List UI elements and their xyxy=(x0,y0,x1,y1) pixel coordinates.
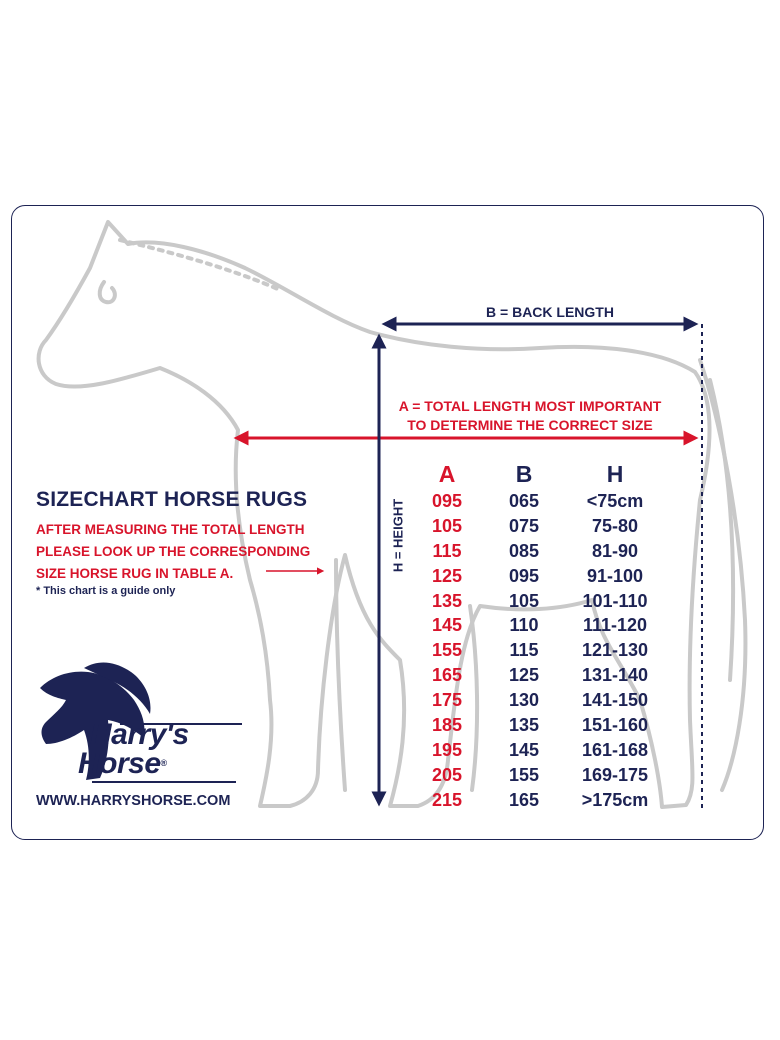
table-row xyxy=(411,514,665,539)
website-url: WWW.HARRYSHORSE.COM xyxy=(36,793,231,809)
cell-back-length: 155 xyxy=(508,764,540,785)
table-row xyxy=(411,688,665,713)
size-table xyxy=(411,459,665,813)
instruction-line: SIZE HORSE RUG IN TABLE A. xyxy=(36,566,234,581)
brand-name-line1: Harry's xyxy=(90,718,189,751)
cell-total-length: 095 xyxy=(431,490,463,511)
table-row xyxy=(411,738,665,763)
cell-total-length: 155 xyxy=(431,640,463,661)
page-title: SIZECHART HORSE RUGS xyxy=(36,488,308,511)
height-label: H = HEIGHT xyxy=(390,498,406,573)
instruction-line: PLEASE LOOK UP THE CORRESPONDING xyxy=(36,544,311,559)
table-row xyxy=(411,763,665,788)
cell-height: 121-130 xyxy=(581,640,649,661)
cell-height: 161-168 xyxy=(581,739,649,760)
instructions xyxy=(36,519,310,585)
cell-height: 111-120 xyxy=(582,615,648,636)
table-row xyxy=(411,589,665,614)
cell-total-length: 205 xyxy=(431,764,463,785)
cell-total-length: 115 xyxy=(432,540,462,561)
brand-logo xyxy=(78,720,189,778)
cell-back-length: 130 xyxy=(508,690,540,711)
cell-back-length: 075 xyxy=(508,515,540,536)
cell-back-length: 110 xyxy=(509,615,539,636)
table-row xyxy=(411,613,665,638)
cell-height: <75cm xyxy=(586,490,644,511)
table-row xyxy=(411,663,665,688)
cell-height: 81-90 xyxy=(591,540,639,561)
cell-back-length: 165 xyxy=(508,789,540,810)
cell-height: 91-100 xyxy=(586,565,644,586)
cell-height: 141-150 xyxy=(581,690,649,711)
cell-back-length: 145 xyxy=(508,739,540,760)
table-row xyxy=(411,489,665,514)
table-row xyxy=(411,638,665,663)
table-header-row xyxy=(411,459,665,489)
cell-total-length: 185 xyxy=(431,714,463,735)
cell-back-length: 085 xyxy=(508,540,540,561)
cell-total-length: 145 xyxy=(431,615,463,636)
back-length-label: B = BACK LENGTH xyxy=(486,304,614,320)
cell-height: 131-140 xyxy=(581,665,649,686)
table-row xyxy=(411,539,665,564)
registered-mark: ® xyxy=(160,758,167,768)
cell-total-length: 135 xyxy=(431,590,463,611)
guide-note: * This chart is a guide only xyxy=(36,585,176,597)
cell-height: 151-160 xyxy=(581,714,649,735)
cell-total-length: 195 xyxy=(431,739,463,760)
cell-back-length: 115 xyxy=(509,640,539,661)
cell-back-length: 105 xyxy=(508,590,540,611)
cell-height: 75-80 xyxy=(591,515,639,536)
total-length-line: A = TOTAL LENGTH MOST IMPORTANT xyxy=(398,398,662,414)
cell-height: >175cm xyxy=(581,789,649,810)
brand-name-line2: Horse xyxy=(78,747,161,780)
column-header-h: H xyxy=(606,460,624,487)
table-row xyxy=(411,564,665,589)
cell-back-length: 065 xyxy=(508,490,540,511)
cell-back-length: 135 xyxy=(508,714,540,735)
instruction-line: AFTER MEASURING THE TOTAL LENGTH xyxy=(36,522,305,537)
total-length-label xyxy=(360,397,700,435)
cell-back-length: 095 xyxy=(508,565,540,586)
table-row xyxy=(411,713,665,738)
total-length-line: TO DETERMINE THE CORRECT SIZE xyxy=(407,417,653,433)
brand-name-line2-wrap xyxy=(78,749,189,778)
size-table-body xyxy=(411,489,665,813)
table-row xyxy=(411,788,665,813)
cell-total-length: 125 xyxy=(431,565,463,586)
cell-total-length: 175 xyxy=(431,690,463,711)
cell-height: 101-110 xyxy=(582,590,648,611)
cell-total-length: 105 xyxy=(431,515,463,536)
cell-total-length: 215 xyxy=(431,789,463,810)
cell-height: 169-175 xyxy=(581,764,649,785)
cell-back-length: 125 xyxy=(508,665,540,686)
cell-total-length: 165 xyxy=(431,665,463,686)
column-header-b: B xyxy=(515,460,533,487)
column-header-a: A xyxy=(438,460,456,487)
